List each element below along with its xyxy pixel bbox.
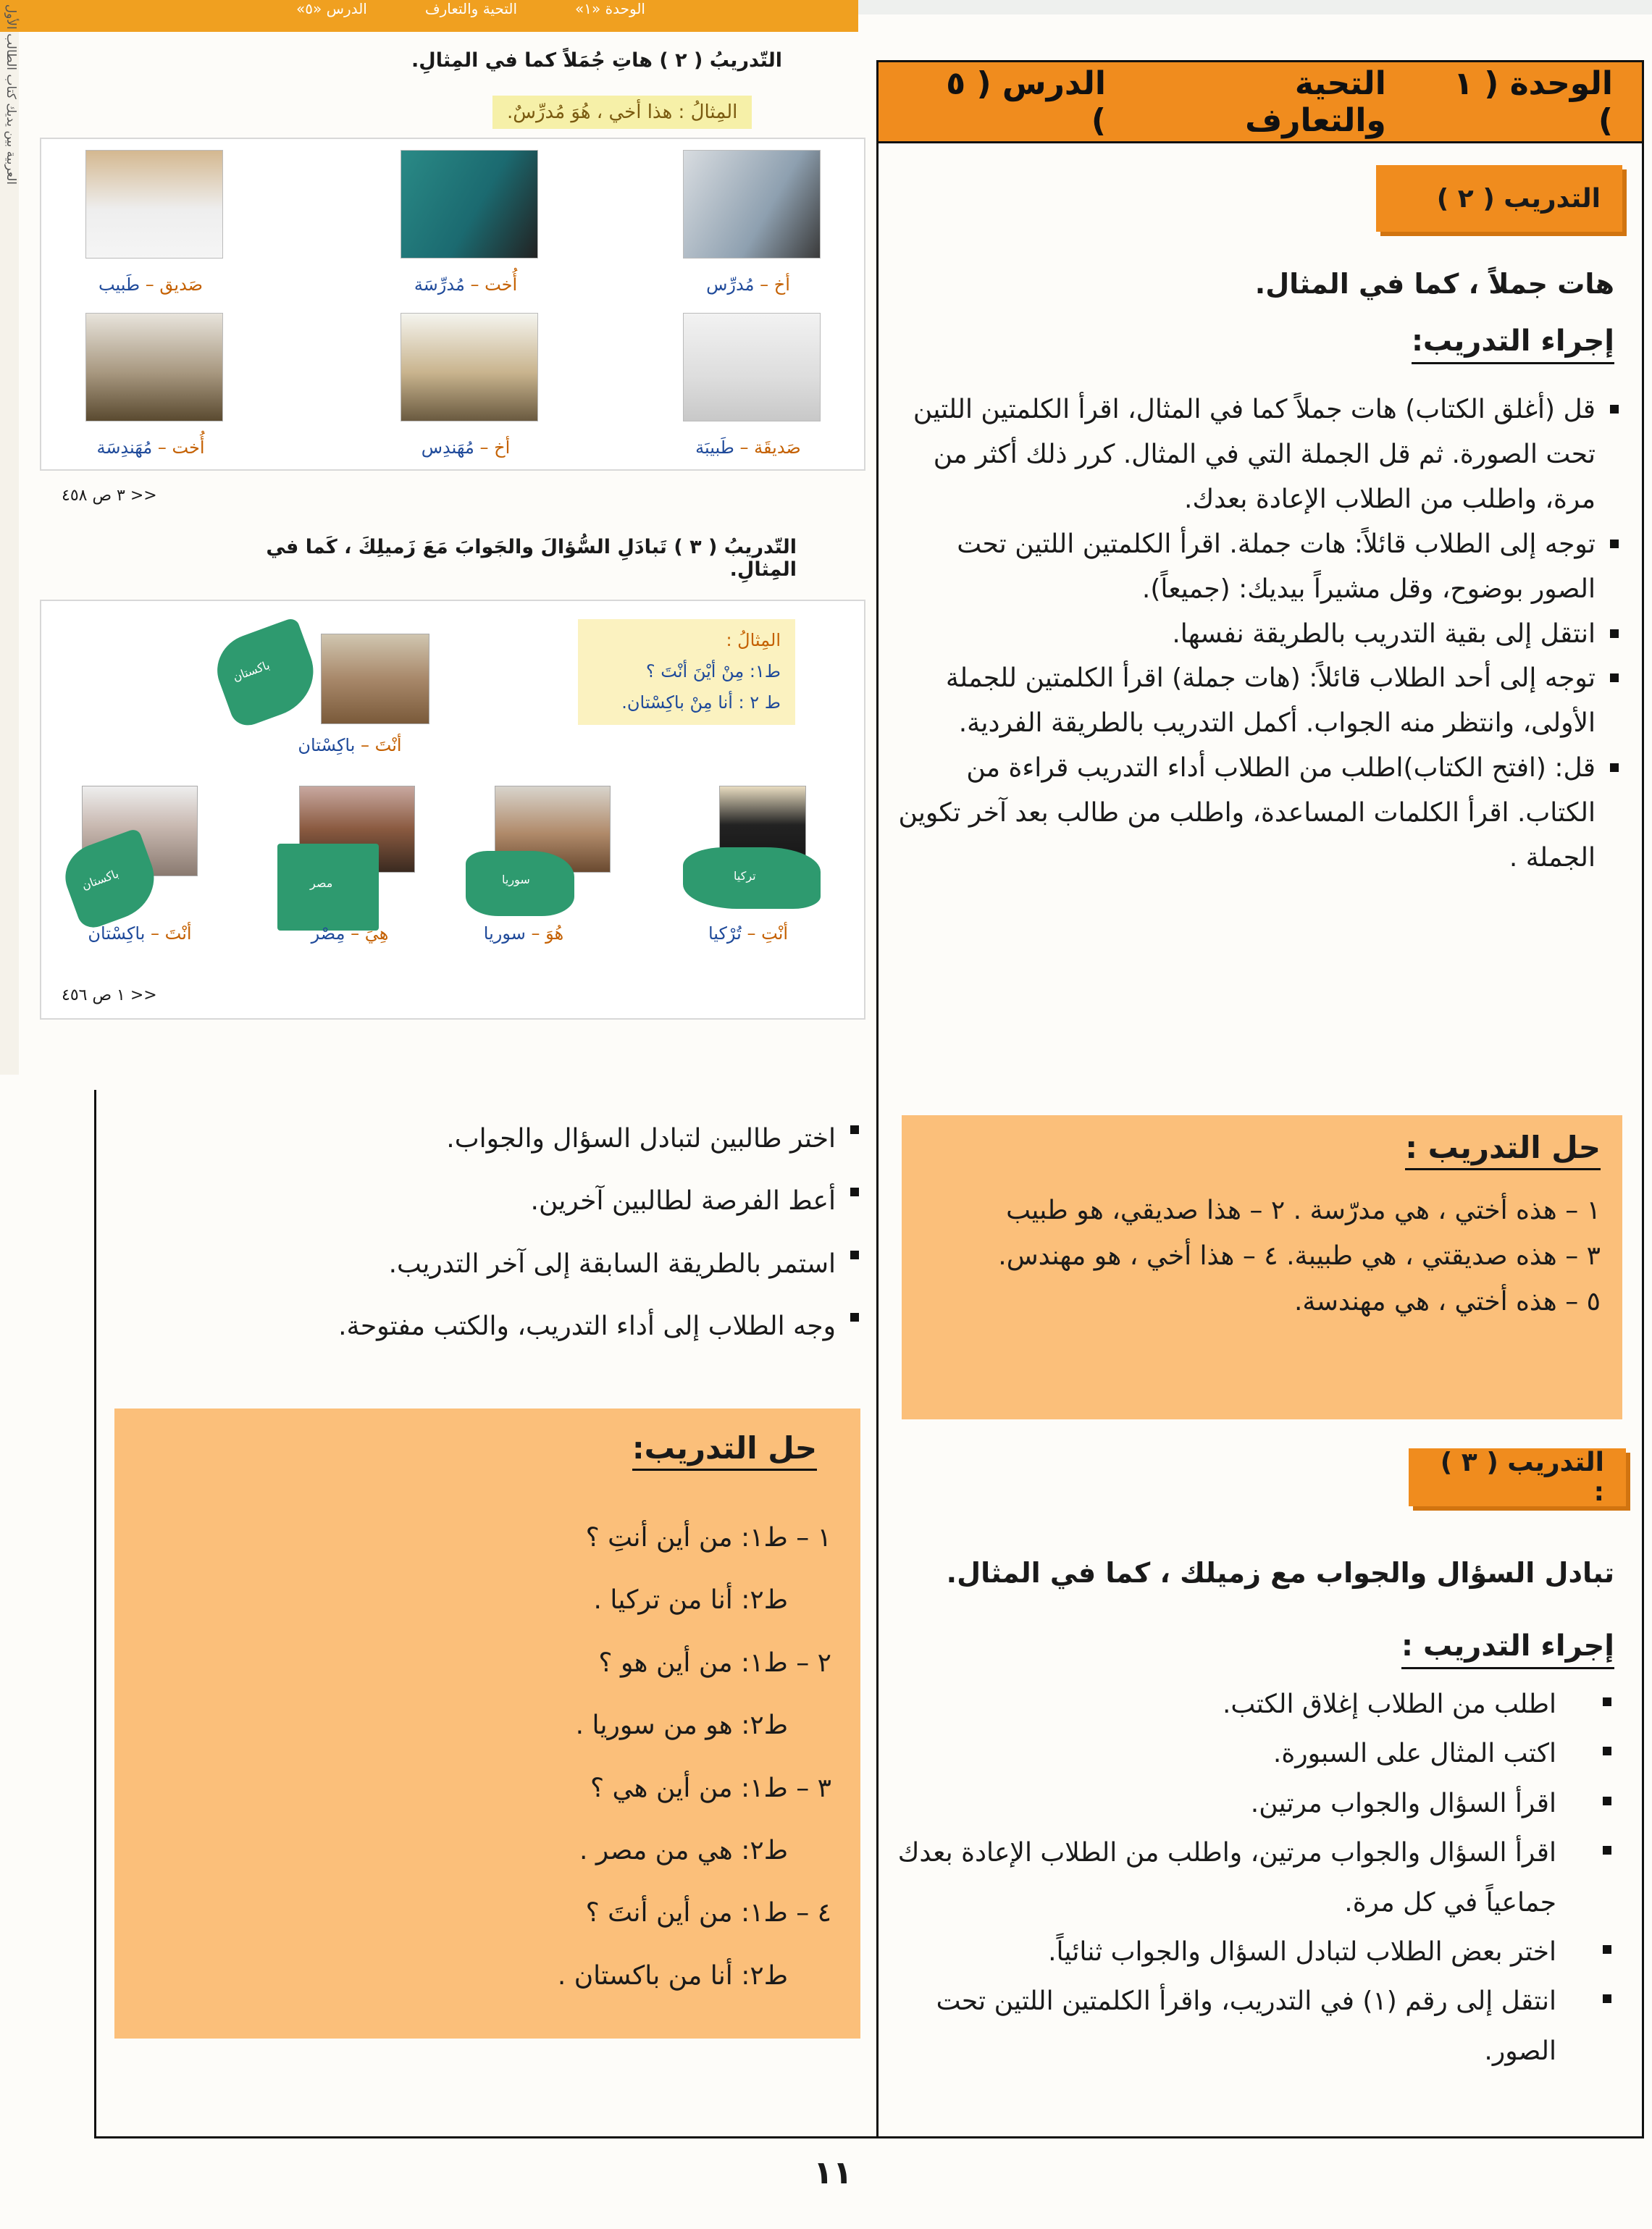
- unit-header-bar: [879, 62, 1642, 143]
- drill3-continued-step: وجه الطلاب إلى أداء التدريب، والكتب مفتوحة.: [290, 1296, 862, 1358]
- drill3-solution-box: [114, 1409, 860, 2039]
- map-caption-4: أنْتَ – باكِسْتان: [88, 923, 192, 944]
- drill3-continued-step: استمر بالطريقة السابقة إلى آخر التدريب.: [290, 1233, 862, 1296]
- drill2-solution-line: ٣ – هذه صديقتي ، هي طبيبة. ٤ – هذا أخي ، هو مهندس.: [998, 1241, 1601, 1271]
- book-drill3-title: التّدريبُ ( ٣ ) تَبادَلِ السُّؤالَ والجَوابَ مَعَ زَميلِكَ ، كَما في المِثالِ.: [266, 536, 797, 581]
- unit-lesson: الدرس ( ٥ ): [946, 64, 1106, 139]
- book-edge: [0, 32, 19, 1075]
- drill3-solution-line: ١ – ط١: من أين أنتِ ؟: [585, 1523, 831, 1553]
- drill3-steps: [897, 1680, 1614, 2076]
- drill3-procedure-head: إجراء التدريب :: [1401, 1629, 1614, 1669]
- photo-engineer: [401, 313, 538, 421]
- drill2-step: توجه إلى الطلاب قائلاً: هات جملة. اقرأ الكلمتين اللتين تحت الصور بوضوح، وقل مشيراً بيديك: (جميعاً).: [897, 522, 1622, 612]
- photo-caption: أُخت – مُهَندِسَة: [96, 437, 205, 458]
- drill2-solution-line: ٥ – هذه أختي ، هي مهندسة.: [1293, 1287, 1601, 1317]
- photo-cell-2: [393, 150, 538, 295]
- photo-caption: أخ – مُدرِّس: [706, 274, 790, 295]
- book-edge-text: [4, 119, 18, 185]
- drill3-solution-head: حل التدريب:: [632, 1430, 817, 1471]
- drill3-solution-line: ٤ – ط١: من أين أنتَ ؟: [585, 1898, 831, 1928]
- map-example-box: [578, 619, 795, 725]
- map-caption-3: هِيَ – مِصْر: [311, 923, 389, 944]
- photo-cell-1: [676, 150, 821, 295]
- drill3-step: اطلب من الطلاب إغلاق الكتب.: [897, 1680, 1614, 1729]
- photo-cell-6: [78, 313, 223, 458]
- photos-box: [40, 138, 865, 471]
- top-strip-right: [858, 0, 1652, 14]
- drill3-step: انتقل إلى رقم (١) في التدريب، واقرأ الكلمتين اللتين تحت الصور.: [897, 1977, 1614, 2076]
- photo-cell-5: [393, 313, 538, 458]
- drill3-tab: التدريب ( ٣ ) :: [1409, 1448, 1626, 1506]
- drill3-continued-steps: [290, 1108, 862, 1359]
- drill2-procedure-head: إجراء التدريب:: [1412, 324, 1614, 364]
- top-strip-lesson: الدرس «٥»: [296, 0, 367, 17]
- drill2-instruction: هات جملاً ، كما في المثال.: [1254, 268, 1614, 300]
- photo-caption: أخ – مُهَندِس: [421, 437, 511, 458]
- drill2-solution-head: حل التدريب :: [1405, 1130, 1601, 1170]
- drill3-step: اكتب المثال على السبورة.: [897, 1729, 1614, 1779]
- top-strip-labels: [145, 0, 797, 17]
- map-syria: سوريا: [466, 851, 574, 916]
- top-strip-topic: التحية والتعارف: [424, 0, 518, 17]
- map-turkey: تركيا: [683, 847, 821, 909]
- unit-topic: التحية والتعارف: [1245, 64, 1386, 139]
- page-number: ١١: [813, 2154, 852, 2191]
- photo-cell-3: [78, 150, 223, 295]
- photo-doctor: [85, 150, 223, 259]
- drill3-solution-line: ط٢: هو من سوريا .: [575, 1710, 788, 1741]
- photo-female-teacher: [401, 150, 538, 259]
- photo-pakistan-man: [321, 634, 429, 724]
- photo-caption: أُخت – مُدرِّسَة: [414, 274, 518, 295]
- drill2-solution-line: ١ – هذه أختي ، هي مدرّسة . ٢ – هذا صديقي، هو طبيب: [1006, 1196, 1601, 1225]
- drill3-solution-line: ٣ – ط١: من أين هي ؟: [590, 1773, 831, 1803]
- map-caption-2: هُوَ – سوريا: [483, 923, 564, 944]
- drill3-solution-line: ط٢: هي من مصر .: [579, 1835, 788, 1865]
- drill2-solution-box: [902, 1115, 1622, 1419]
- photo-cell-4: [676, 313, 821, 458]
- drill3-instruction: تبادل السؤال والجواب مع زميلك ، كما في المثال.: [946, 1557, 1614, 1589]
- top-strip-unit: الوحدة «١»: [575, 0, 645, 17]
- map-example-q: ط١: مِنْ أيْنَ أنْتَ ؟: [645, 661, 781, 682]
- drill3-solution-line: ٢ – ط١: من أين هو ؟: [598, 1647, 831, 1678]
- drill2-step: توجه إلى أحد الطلاب قائلاً: (هات جملة) اقرأ الكلمتين للجملة الأولى، وانتظر منه الجواب. أكمل التدريب بالطريقة الفردية.: [897, 656, 1622, 746]
- unit-label: الوحدة ( ١ ): [1454, 64, 1613, 139]
- book-drill2-example: المِثالُ : هذا أخي ، هُوَ مُدرِّسٌ.: [492, 96, 752, 129]
- map-example-a: ط ٢ : أنا مِنْ باكِسْتان.: [621, 692, 781, 713]
- book-drill2-title: التّدريبُ ( ٢ ) هاتِ جُمَلاً كما في المِثالِ.: [411, 49, 782, 72]
- photo-female-doctor: [683, 313, 821, 421]
- book-drill3-ref: << ١ ص ٤٥٦: [62, 986, 157, 1004]
- drill2-step: قل: (افتح الكتاب)اطلب من الطلاب أداء التدريب قراءة من الكتاب. اقرأ الكلمات المساعدة، واطلب من طالب بعد آخر تكوين الجملة .: [897, 746, 1622, 881]
- drill3-step: اقرأ السؤال والجواب مرتين.: [897, 1779, 1614, 1829]
- drill3-step: اقرأ السؤال والجواب مرتين، واطلب من الطلاب الإعادة بعدك جماعياً في كل مرة.: [897, 1829, 1614, 1928]
- drill3-step: اختر بعض الطلاب لتبادل السؤال والجواب ثنائياً.: [897, 1928, 1614, 1977]
- map-example-caption: أنْتَ – باكِسْتان: [298, 735, 402, 755]
- map-pakistan-example: باكستان: [207, 616, 325, 730]
- drill2-step: قل (أغلق الكتاب) هات جملاً كما في المثال، اقرأ الكلمتين اللتين تحت الصورة. ثم قل الجملة التي في المثال. كرر ذلك أكثر من مرة، واطلب من الطلاب الإعادة بعدك.: [897, 387, 1622, 522]
- maps-box: [40, 600, 865, 1020]
- drill3-solution-line: ط٢: أنا من تركيا .: [593, 1585, 788, 1616]
- drill3-solution-line: ط٢: أنا من باكستان .: [557, 1960, 788, 1991]
- drill3-continued-step: أعط الفرصة لطالبين آخرين.: [290, 1170, 862, 1233]
- drill2-tab: التدريب ( ٢ ): [1376, 165, 1622, 232]
- map-caption-1: أنْتِ – تُرْكيا: [708, 923, 789, 944]
- photo-caption: صَديقَة – طَبيبَة: [695, 437, 801, 458]
- map-pakistan: باكستان: [56, 828, 165, 932]
- drill2-step: انتقل إلى بقية التدريب بالطريقة نفسها.: [897, 612, 1622, 657]
- photo-female-engineer: [85, 313, 223, 421]
- drill2-steps: [897, 387, 1622, 881]
- map-egypt: مصر: [277, 844, 379, 931]
- photo-caption: صَديق – طَبيب: [98, 274, 204, 295]
- photo-teacher: [683, 150, 821, 259]
- drill3-continued-step: اختر طالبين لتبادل السؤال والجواب.: [290, 1108, 862, 1170]
- map-example-head: المِثالُ :: [726, 630, 781, 650]
- book-drill2-ref: << ٣ ص ٤٥٨: [62, 487, 157, 505]
